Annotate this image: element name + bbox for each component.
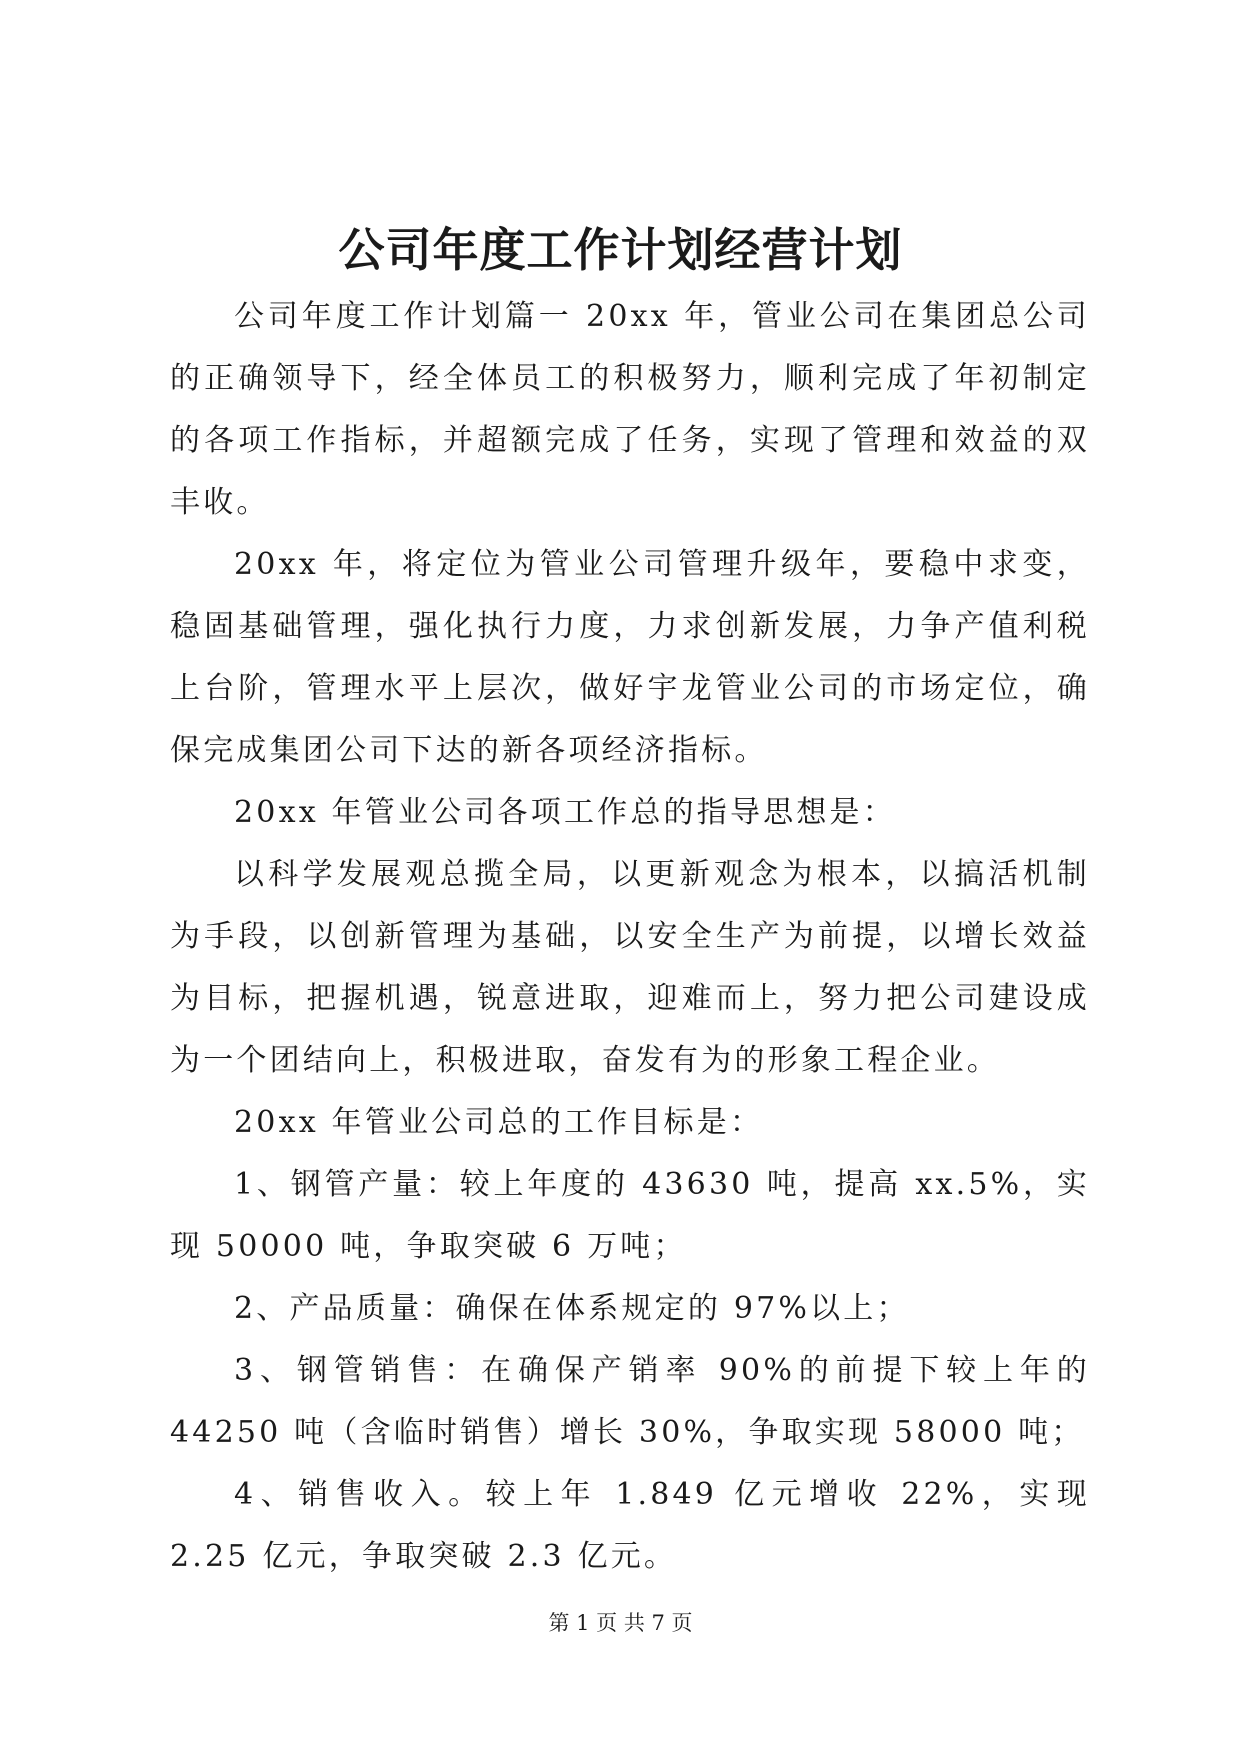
paragraph: 4、销售收入。较上年 1.849 亿元增收 22%，实现 2.25 亿元，争取突破 2.3 亿元。 — [170, 1477, 1090, 1574]
page-footer: 第 1 页 共 7 页 — [548, 1611, 693, 1635]
paragraph: 20xx 年，将定位为管业公司管理升级年，要稳中求变，稳固基础管理，强化执行力度，力求创新发展，力争产值利税上台阶，管理水平上层次，做好宇龙管业公司的市场定位，确保完成集团公司下达的新各项经济指标。 — [170, 547, 1090, 768]
document-body — [170, 286, 1090, 1588]
paragraph: 1、钢管产量：较上年度的 43630 吨，提高 xx.5%，实现 50000 吨，争取突破 6 万吨； — [170, 1167, 1090, 1264]
paragraph: 20xx 年管业公司总的工作目标是： — [234, 1105, 764, 1140]
paragraph: 20xx 年管业公司各项工作总的指导思想是： — [234, 795, 896, 830]
paragraph: 以科学发展观总揽全局，以更新观念为根本，以搞活机制为手段，以创新管理为基础，以安全生产为前提，以增长效益为目标，把握机遇，锐意进取，迎难而上，努力把公司建设成为一个团结向上，积极进取，奋发有为的形象工程企业。 — [170, 857, 1090, 1078]
paragraph: 3、钢管销售：在确保产销率 90%的前提下较上年的 44250 吨（含临时销售）增长 30%，争取实现 58000 吨； — [170, 1353, 1090, 1450]
paragraph: 2、产品质量：确保在体系规定的 97%以上； — [234, 1291, 910, 1326]
document-title: 公司年度工作计划经营计划 — [338, 223, 903, 277]
paragraph: 公司年度工作计划篇一 20xx 年，管业公司在集团总公司的正确领导下，经全体员工的积极努力，顺利完成了年初制定的各项工作指标，并超额完成了任务，实现了管理和效益的双丰收。 — [170, 299, 1090, 520]
